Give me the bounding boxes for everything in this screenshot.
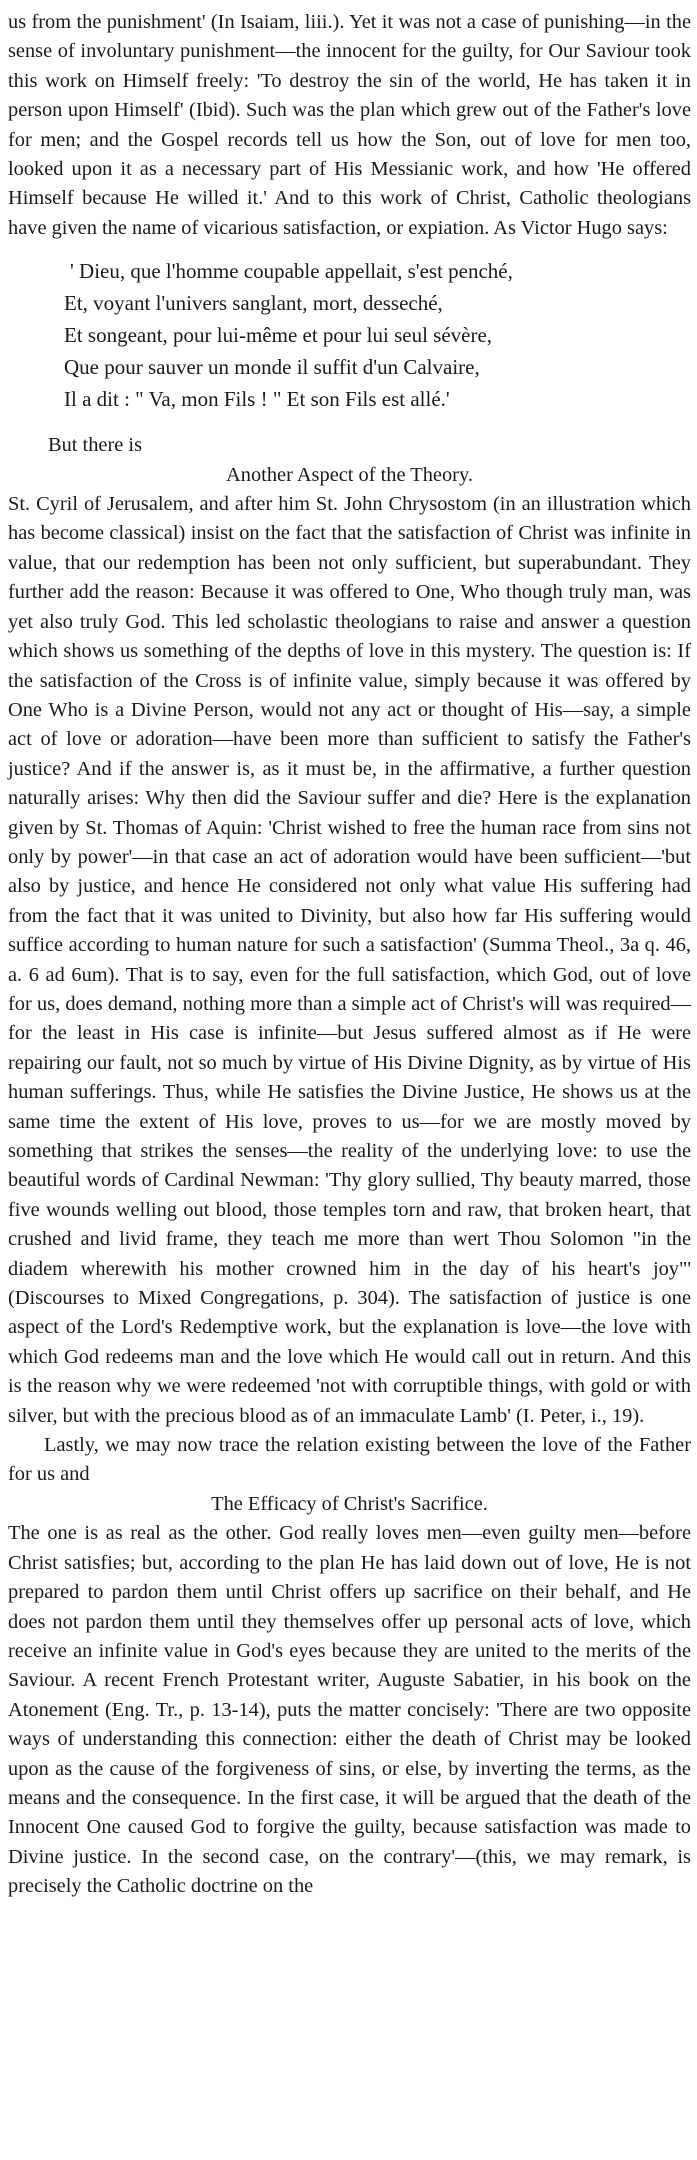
poem-line: Il a dit : " Va, mon Fils ! " Et son Fils est allé.' [64, 387, 450, 412]
paragraph-closing: The one is as real as the other. God really loves men—even guilty men—before Christ satisfies; but, according to the plan He has laid down out of love, He is not prepared to pardon them until Christ offers up sacrifice on their behalf, and He does not pardon them until they themselves offer up personal acts of love, which receive an infinite value in God's eyes because they are united to the merits of the Saviour. A recent French Protestant writer, Auguste Sabatier, in his book on the Atonement (Eng. Tr., p. 13-14), puts the matter concisely: 'There are two opposite ways of understanding this connection: either the death of Christ may be looked upon as the cause of the forgiveness of sins, or else, by inverting the terms, as the means and the consequence. In the first case, it will be argued that the death of the Innocent One caused God to forgive the guilty, because satisfaction was made to Divine justice. In the second case, on the contrary'—(this, we may remark, is precisely the Catholic doctrine on the [8, 1522, 691, 1898]
poem-line: Et, voyant l'univers sanglant, mort, desseché, [64, 291, 443, 316]
lead-in-text: But there is [48, 434, 143, 457]
section-heading: The Efficacy of Christ's Sacrifice. [211, 1492, 488, 1515]
paragraph-body: St. Cyril of Jerusalem, and after him St. John Chrysostom (in an illustration which has become classical) insist on the fact that the satisfaction of Christ was infinite in value, that our redemption has been not only sufficient, but superabundant. They further add the reason: Because it was offered to One, Who though truly man, was yet also truly God. This led scholastic theologians to raise and answer a question which shows us something of the depths of love in this mystery. The question is: If the satisfaction of the Cross is of infinite value, simply because it was offered by One Who is a Divine Person, would not any act or thought of His—say, a simple act of love or adoration—have been more than sufficient to satisfy the Father's justice? And if the answer is, as it must be, in the affirmative, a further question naturally arises: Why then did the Saviour suffer and die? Here is the explanation given by St. Thomas of Aquin: 'Christ wished to free the human race from sins not only by power'—in that case an act of adoration would have been sufficient—'but also by justice, and hence He considered not only what value His suffering had from the fact that it was united to Divinity, but also how far His suffering would suffice according to human nature for such a satisfaction' (Summa Theol., 3a q. 46, a. 6 ad 6um). That is to say, even for the full satisfaction, which God, out of love for us, does demand, nothing more than a simple act of Christ's will was required—for the least in His case is infinite—but Jesus suffered almost as if He were repairing our fault, not so much by virtue of His Divine Dignity, as by virtue of His human sufferings. Thus, while He satisfies the Divine Justice, He shows us at the same time the extent of His love, proves to us—for we are mostly moved by something that strikes the senses—the reality of the underlying love: to use the beautiful words of Cardinal Newman: 'Thy glory sullied, Thy beauty marred, those five wounds welling out blood, those temples torn and raw, that broken heart, that crushed and livid frame, they teach me more than wert Thou Solomon "in the diadem wherewith his mother crowned him in the day of his heart's joy"' (Discourses to Mixed Congregations, p. 304). The satisfaction of justice is one aspect of the Lord's Redemptive work, but the explanation is love—the love with which God redeems man and the love which He would call out in return. And this is the reason why we were redeemed 'not with corruptible things, with gold or with silver, but with the precious blood as of an immaculate Lamb' (I. Peter, i., 19). [8, 493, 691, 1427]
paragraph-opening: us from the punishment' (In Isaiam, liii.). Yet it was not a case of punishing—in the sense of involuntary punishment—the innocent for the guilty, for Our Saviour took this work on Himself freely: 'To destroy the sin of the world, He has taken it in person upon Himself' (Ibid). Such was the plan which grew out of the Father's love for men; and the Gospel records tell us how the Son, out of love for men too, looked upon it as a necessary part of His Messianic work, and how 'He offered Himself because He willed it.' And to this work of Christ, Catholic theologians have given the name of vicarious satisfaction, or expiation. As Victor Hugo says: [8, 11, 691, 239]
poem-line: Et songeant, pour lui-même et pour lui seul sévère, [64, 323, 493, 348]
lead-in-text: Lastly, we may now trace the relation existing between the love of the Father for us and [8, 1434, 691, 1486]
poem-line: Que pour sauver un monde il suffit d'un Calvaire, [64, 355, 480, 380]
poem-quotation [8, 255, 691, 415]
poem-line: ' Dieu, que l'homme coupable appellait, s'est penché, [70, 259, 513, 284]
section-heading: Another Aspect of the Theory. [226, 463, 473, 486]
